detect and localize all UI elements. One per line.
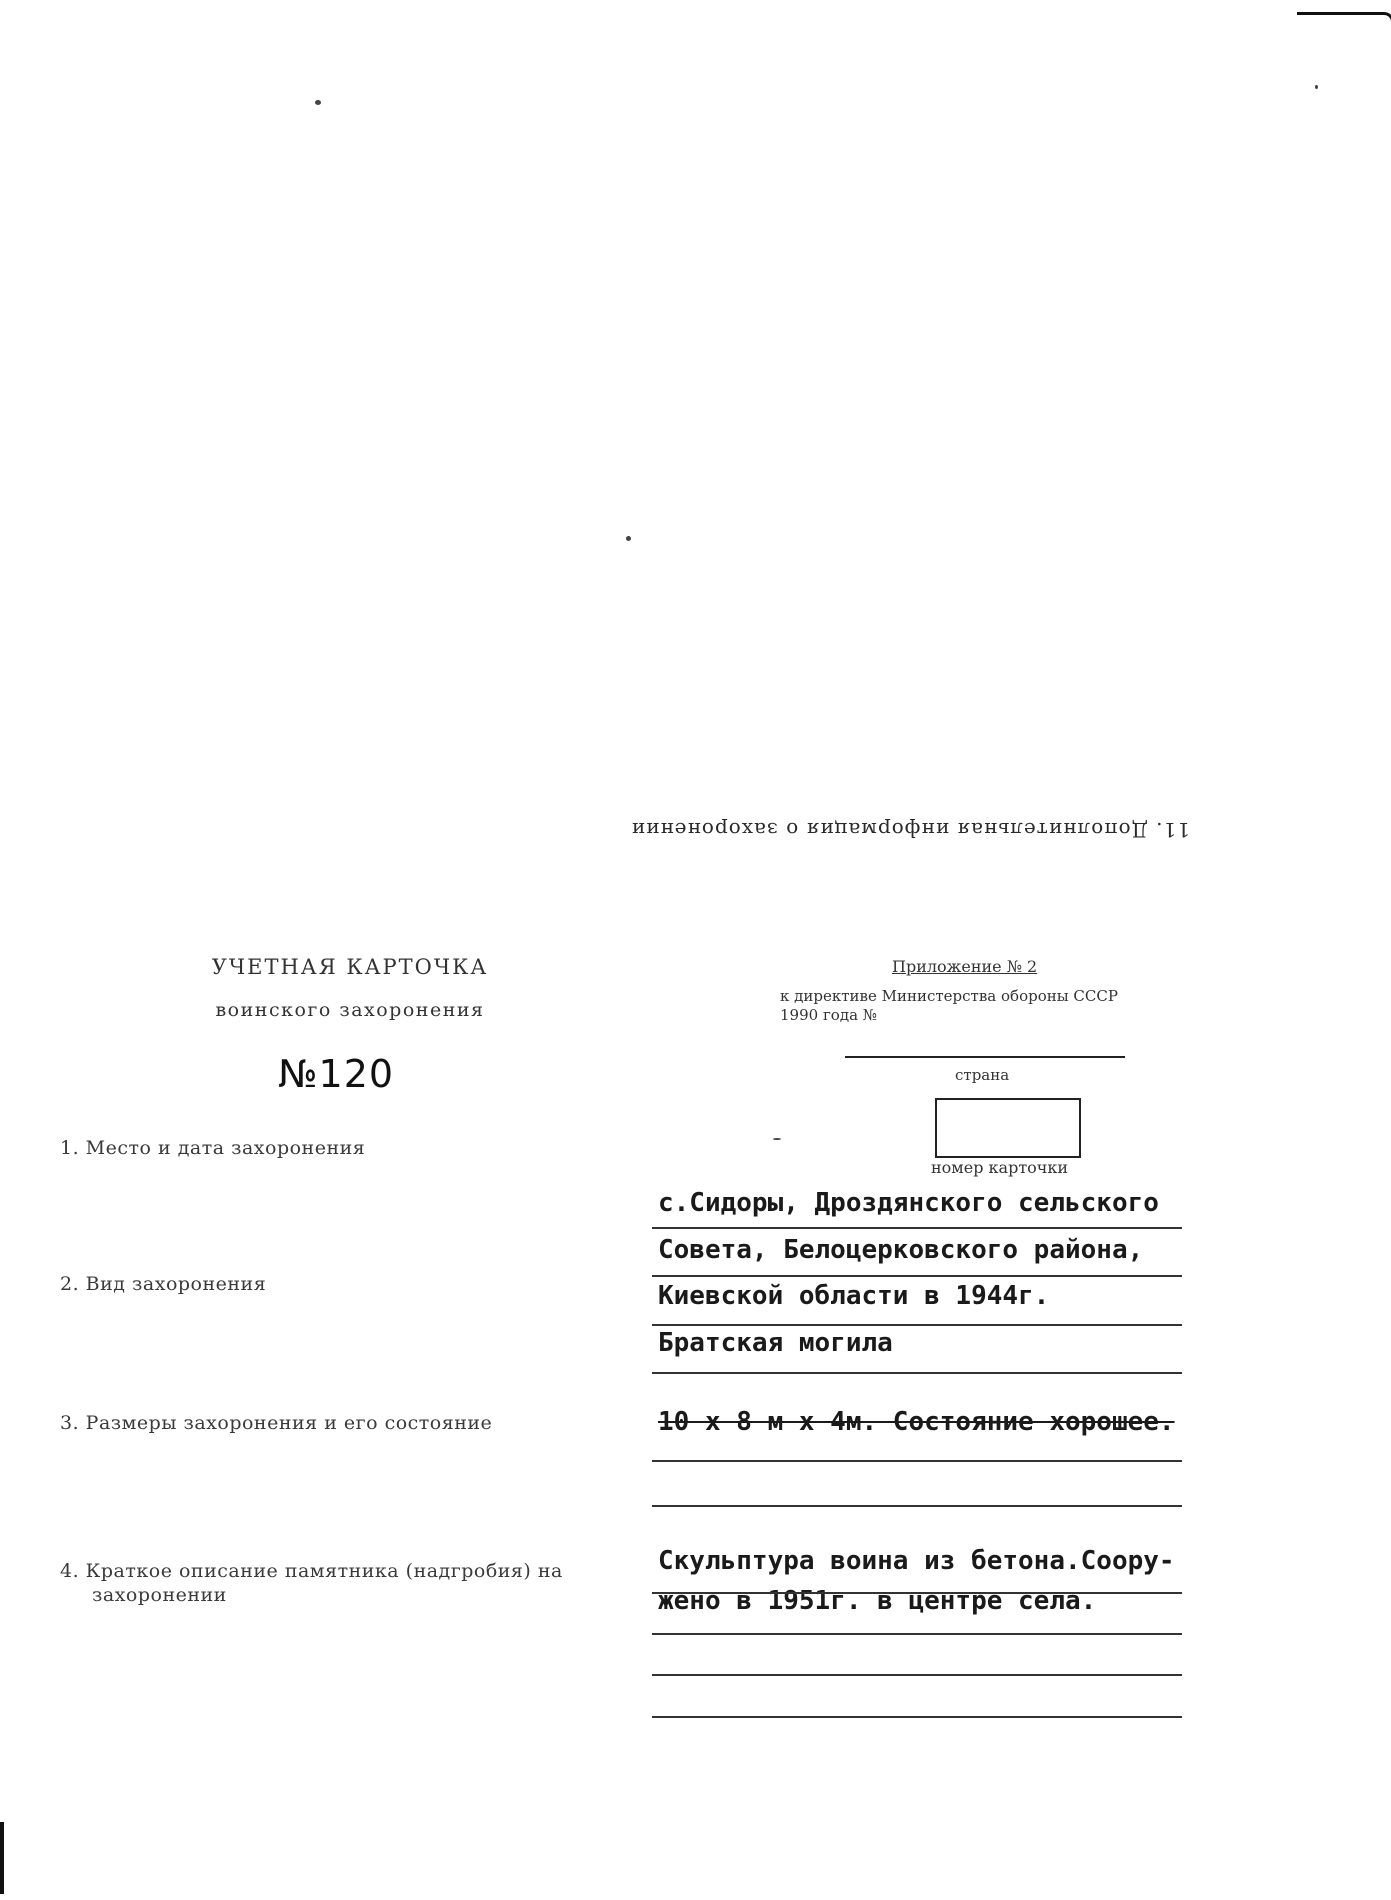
- appendix-title: Приложение № 2: [892, 957, 1038, 976]
- reverse-side-heading: 11. Дополнительная информация о захоронении: [630, 818, 1190, 842]
- answer-rule: [652, 1275, 1182, 1277]
- answer-rule: [652, 1505, 1182, 1507]
- appendix-directive: к директиве Министерства обороны СССР: [780, 987, 1118, 1005]
- country-label: страна: [955, 1066, 1010, 1084]
- field-2-label: 2. Вид захоронения: [60, 1273, 267, 1295]
- scan-speck: [315, 100, 321, 105]
- appendix-year: 1990 года №: [780, 1006, 877, 1024]
- country-line: [845, 1056, 1125, 1058]
- answer-rule: [652, 1227, 1182, 1229]
- field-3-label: 3. Размеры захоронения и его состояние: [60, 1412, 493, 1434]
- scan-speck: [626, 536, 631, 541]
- answer-rule: [652, 1633, 1182, 1635]
- scan-edge-mark: [1297, 12, 1391, 45]
- place-line-3: Киевской области в 1944г.: [658, 1281, 1050, 1311]
- field-1-label: 1. Место и дата захоронения: [60, 1137, 366, 1159]
- burial-size: 10 х 8 м х 4м. Состояние хорошее.: [658, 1407, 1175, 1437]
- scan-edge-mark: [0, 1822, 4, 1894]
- place-line-1: с.Сидоры, Дроздянского сельского: [658, 1188, 1159, 1218]
- field-4-label-cont: захоронении: [92, 1584, 227, 1606]
- scan-speck: [773, 1138, 781, 1140]
- field-4-label: 4. Краткое описание памятника (надгробия) на: [60, 1560, 563, 1582]
- answer-rule: [652, 1716, 1182, 1718]
- card-number-box: [935, 1098, 1081, 1158]
- answer-rule: [652, 1592, 1182, 1594]
- scan-speck: [1315, 85, 1318, 89]
- place-line-2: Совета, Белоцерковского района,: [658, 1235, 1144, 1265]
- monument-description-2: жено в 1951г. в центре села.: [658, 1586, 1097, 1616]
- answer-rule: [652, 1324, 1182, 1326]
- card-number-label: номер карточки: [931, 1158, 1069, 1177]
- burial-kind: Братская могила: [658, 1328, 893, 1358]
- card-number: №120: [278, 1052, 395, 1096]
- card-title: УЧЕТНАЯ КАРТОЧКА: [211, 955, 489, 979]
- answer-rule: [652, 1372, 1182, 1374]
- monument-description-1: Скульптура воина из бетона.Соору-: [658, 1546, 1175, 1576]
- card-subtitle: воинского захоронения: [215, 999, 485, 1021]
- answer-rule: [652, 1460, 1182, 1462]
- answer-rule: [652, 1674, 1182, 1676]
